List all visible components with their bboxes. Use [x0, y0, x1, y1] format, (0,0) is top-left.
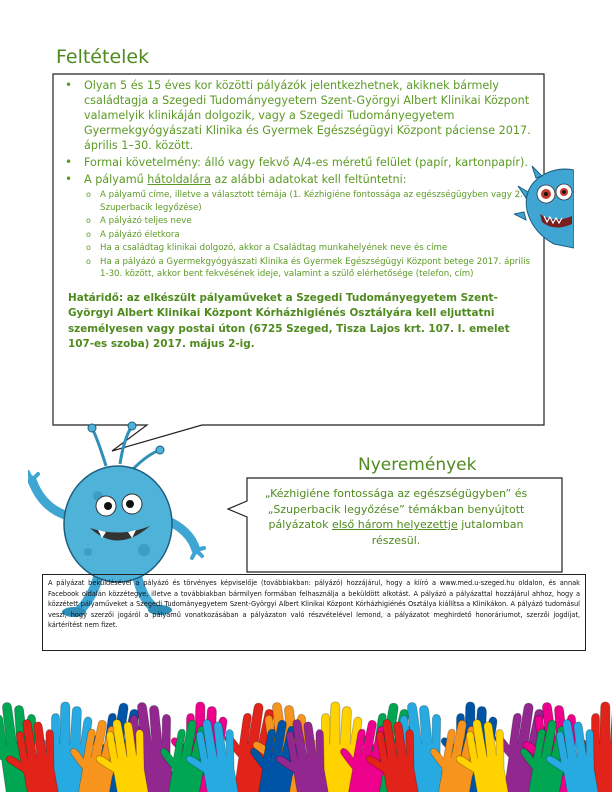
raised-hands-illustration — [0, 652, 612, 792]
peeking-monster-illustration — [514, 162, 574, 250]
prizes-text: „Kézhigiéne fontossága az egészségügyben” és „Szuperbacik legyőzése” témákban benyújtott pályázatok első három helyezettje jutalomban részesül. — [264, 487, 528, 547]
conditions-heading: Feltételek — [56, 46, 150, 68]
required-data-item: o A pályázó életkora — [84, 229, 532, 242]
prizes-heading: Nyeremények — [358, 455, 477, 475]
legal-disclaimer: A pályázat beküldésével a pályázó és törvényes képviselője (továbbiakban: pályázó) hozzájárul, hogy a kiíró a www.med.u-szeged.hu oldalon, és annak Facebook oldalán közzétegye, illetve a továbbiakban bármilyen formában felhasználja a beküldött alkotást. A pályázó a pályázattal hozzájárul ahhoz, hogy a közzétett pályaműveket a Szegedi Tudományegyetem Szent-Györgyi Albert Klinikai Központ Kórházhigiénés Osztálya kiállítsa a Klinikákon. A pályázó tudomásul veszi, hogy szerzői jogáról a pályamű vonatkozásában a pályázaton való részvételével lemond, a pályázatot meghirdető honoráriumot, szerzői jogdíjat, kártérítést nem fizet. — [42, 574, 586, 651]
conditions-content — [62, 78, 532, 353]
required-data-item: o Ha a pályázó a Gyermekgyógyászati Klinika és Gyermek Egészségügyi Központ betege 2017. április 1-30. között, akkor bent fekvésének ideje, valamint a szülő elérhetősége (telefon, cím) — [84, 256, 532, 281]
condition-eligibility: • Olyan 5 és 15 éves kor közötti pályázók jelentkezhetnek, akiknek bármely családtagja a Szegedi Tudományegyetem Szent-Györgyi Albert Klinikai Központ valamelyik klinikáján dolgozik, vagy a Szegedi Tudományegyetem Gyermekgyógyászati Klinika és Gyermek Egészségügyi Központ páciense 2017. április 1–30. között. — [62, 78, 532, 153]
required-data-item: o A pályamű címe, illetve a választott témája (1. Kézhigiéne fontossága az egészségügyben vagy 2. Szuperbacik legyőzése) — [84, 189, 532, 214]
deadline-text: Határidő: az elkészült pályaműveket a Szegedi Tudományegyetem Szent-Györgyi Albert Klinikai Központ Kórházhigiénés Osztályára kell eljuttatni személyesen vagy postai úton (6725 Szeged, Tisza Lajos krt. 107. I. emelet 107-es szoba) 2017. május 2-ig. — [68, 291, 510, 350]
required-data-item: o Ha a családtag klinikai dolgozó, akkor a Családtag munkahelyének neve és címe — [84, 242, 532, 255]
condition-format: • Formai követelmény: álló vagy fekvő A/4-es méretű felület (papír, kartonpapír). — [62, 155, 532, 170]
backside-underlined: hátoldalára — [147, 173, 211, 186]
prizes-underlined: első három helyezettje — [331, 518, 458, 531]
required-data-list — [84, 189, 532, 281]
condition-backside: • A pályamű hátoldalára az alábbi adatokat kell feltüntetni: o A pályamű címe, illetve a választott témája (1. Kézhigiéne fontossága az egészségügyben vagy 2. Szuperbacik legyőzése) o A pályázó teljes neve o A pályázó életkora o Ha a családtag klinikai dolgozó, akkor a Családtag munkahelyének neve és címe o Ha a pályázó a Gyermekgyógyászati Klinika és Gyermek Egészségügyi Központ betege 2017. április 1-30. között, akkor bent fekvésének ideje, valamint a szülő elérhetősége (telefon, cím) — [62, 172, 532, 281]
conditions-list — [62, 78, 532, 281]
required-data-item: o A pályázó teljes neve — [84, 215, 532, 228]
